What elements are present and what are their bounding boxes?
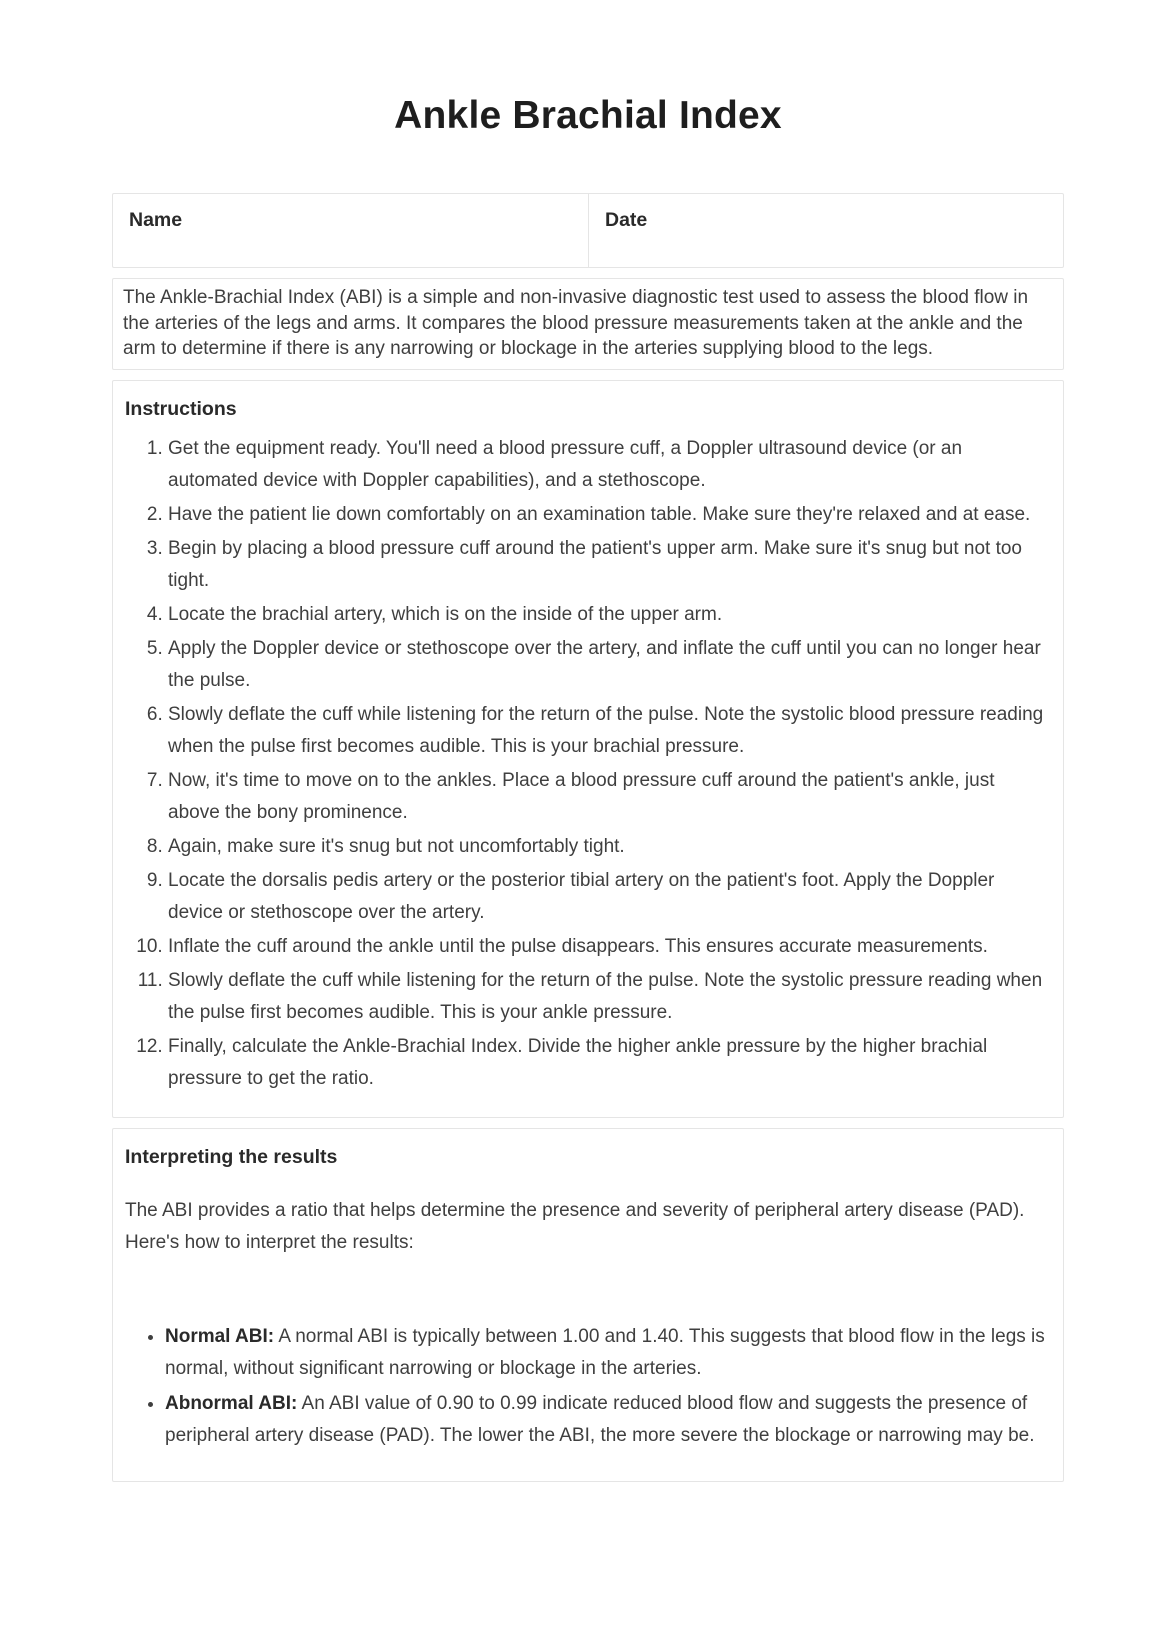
instruction-step: 9. Locate the dorsalis pedis artery or the posterior tibial artery on the patient's foot. Apply the Doppler device or stethoscope over the artery. xyxy=(168,865,1047,929)
instruction-step: 1. Get the equipment ready. You'll need a blood pressure cuff, a Doppler ultrasound device (or an automated device with Doppler capabilities), and a stethoscope. xyxy=(168,433,1047,497)
interpreting-intro: The ABI provides a ratio that helps determine the presence and severity of peripheral artery disease (PAD). Here's how to interpret the results: xyxy=(125,1199,1025,1253)
interpreting-heading: Interpreting the results xyxy=(125,1145,338,1168)
instructions-list xyxy=(125,433,1047,1095)
instruction-step: 3. Begin by placing a blood pressure cuff around the patient's upper arm. Make sure it's snug but not too tight. xyxy=(168,533,1047,597)
interpreting-box xyxy=(112,1128,1064,1482)
result-bullet xyxy=(165,1388,1047,1452)
result-term: Abnormal ABI: xyxy=(165,1392,298,1414)
instructions-heading: Instructions xyxy=(125,397,237,420)
intro-box xyxy=(112,278,1064,370)
instruction-step: 5. Apply the Doppler device or stethoscope over the artery, and inflate the cuff until you can no longer hear the pulse. xyxy=(168,633,1047,697)
result-term: Normal ABI: xyxy=(165,1325,275,1347)
content-column xyxy=(112,193,1064,1482)
instruction-step: 11. Slowly deflate the cuff while listening for the return of the pulse. Note the systolic pressure reading when the pulse first becomes audible. This is your ankle pressure. xyxy=(168,965,1047,1029)
result-text: A normal ABI is typically between 1.00 and 1.40. This suggests that blood flow in the legs is normal, without significant narrowing or blockage in the arteries. xyxy=(165,1325,1045,1379)
date-field[interactable] xyxy=(588,194,1063,267)
page-title: Ankle Brachial Index xyxy=(394,94,782,137)
result-bullet xyxy=(165,1321,1047,1385)
instruction-step: 7. Now, it's time to move on to the ankles. Place a blood pressure cuff around the patient's ankle, just above the bony prominence. xyxy=(168,765,1047,829)
date-label: Date xyxy=(605,209,648,231)
instruction-step: 12. Finally, calculate the Ankle-Brachial Index. Divide the higher ankle pressure by the higher brachial pressure to get the ratio. xyxy=(168,1031,1047,1095)
instructions-box xyxy=(112,380,1064,1118)
instruction-step: 4. Locate the brachial artery, which is on the inside of the upper arm. xyxy=(168,599,1047,631)
result-text: An ABI value of 0.90 to 0.99 indicate reduced blood flow and suggests the presence of peripheral artery disease (PAD). The lower the ABI, the more severe the blockage or narrowing may be. xyxy=(165,1392,1035,1446)
name-date-table xyxy=(112,193,1064,268)
instruction-step: 8. Again, make sure it's snug but not uncomfortably tight. xyxy=(168,831,1047,863)
name-field[interactable] xyxy=(113,194,588,267)
name-label: Name xyxy=(129,209,183,231)
instruction-step: 10. Inflate the cuff around the ankle until the pulse disappears. This ensures accurate measurements. xyxy=(168,931,1047,963)
instruction-step: 6. Slowly deflate the cuff while listening for the return of the pulse. Note the systolic blood pressure reading when the pulse first becomes audible. This is your brachial pressure. xyxy=(168,699,1047,763)
instruction-step: 2. Have the patient lie down comfortably on an examination table. Make sure they're relaxed and at ease. xyxy=(168,499,1047,531)
interpreting-list xyxy=(125,1321,1047,1452)
intro-text: The Ankle-Brachial Index (ABI) is a simple and non-invasive diagnostic test used to assess the blood flow in the arteries of the legs and arms. It compares the blood pressure measurements taken at the ankle and the arm to determine if there is any narrowing or blockage in the arteries supplying blood to the legs. xyxy=(123,287,1029,359)
